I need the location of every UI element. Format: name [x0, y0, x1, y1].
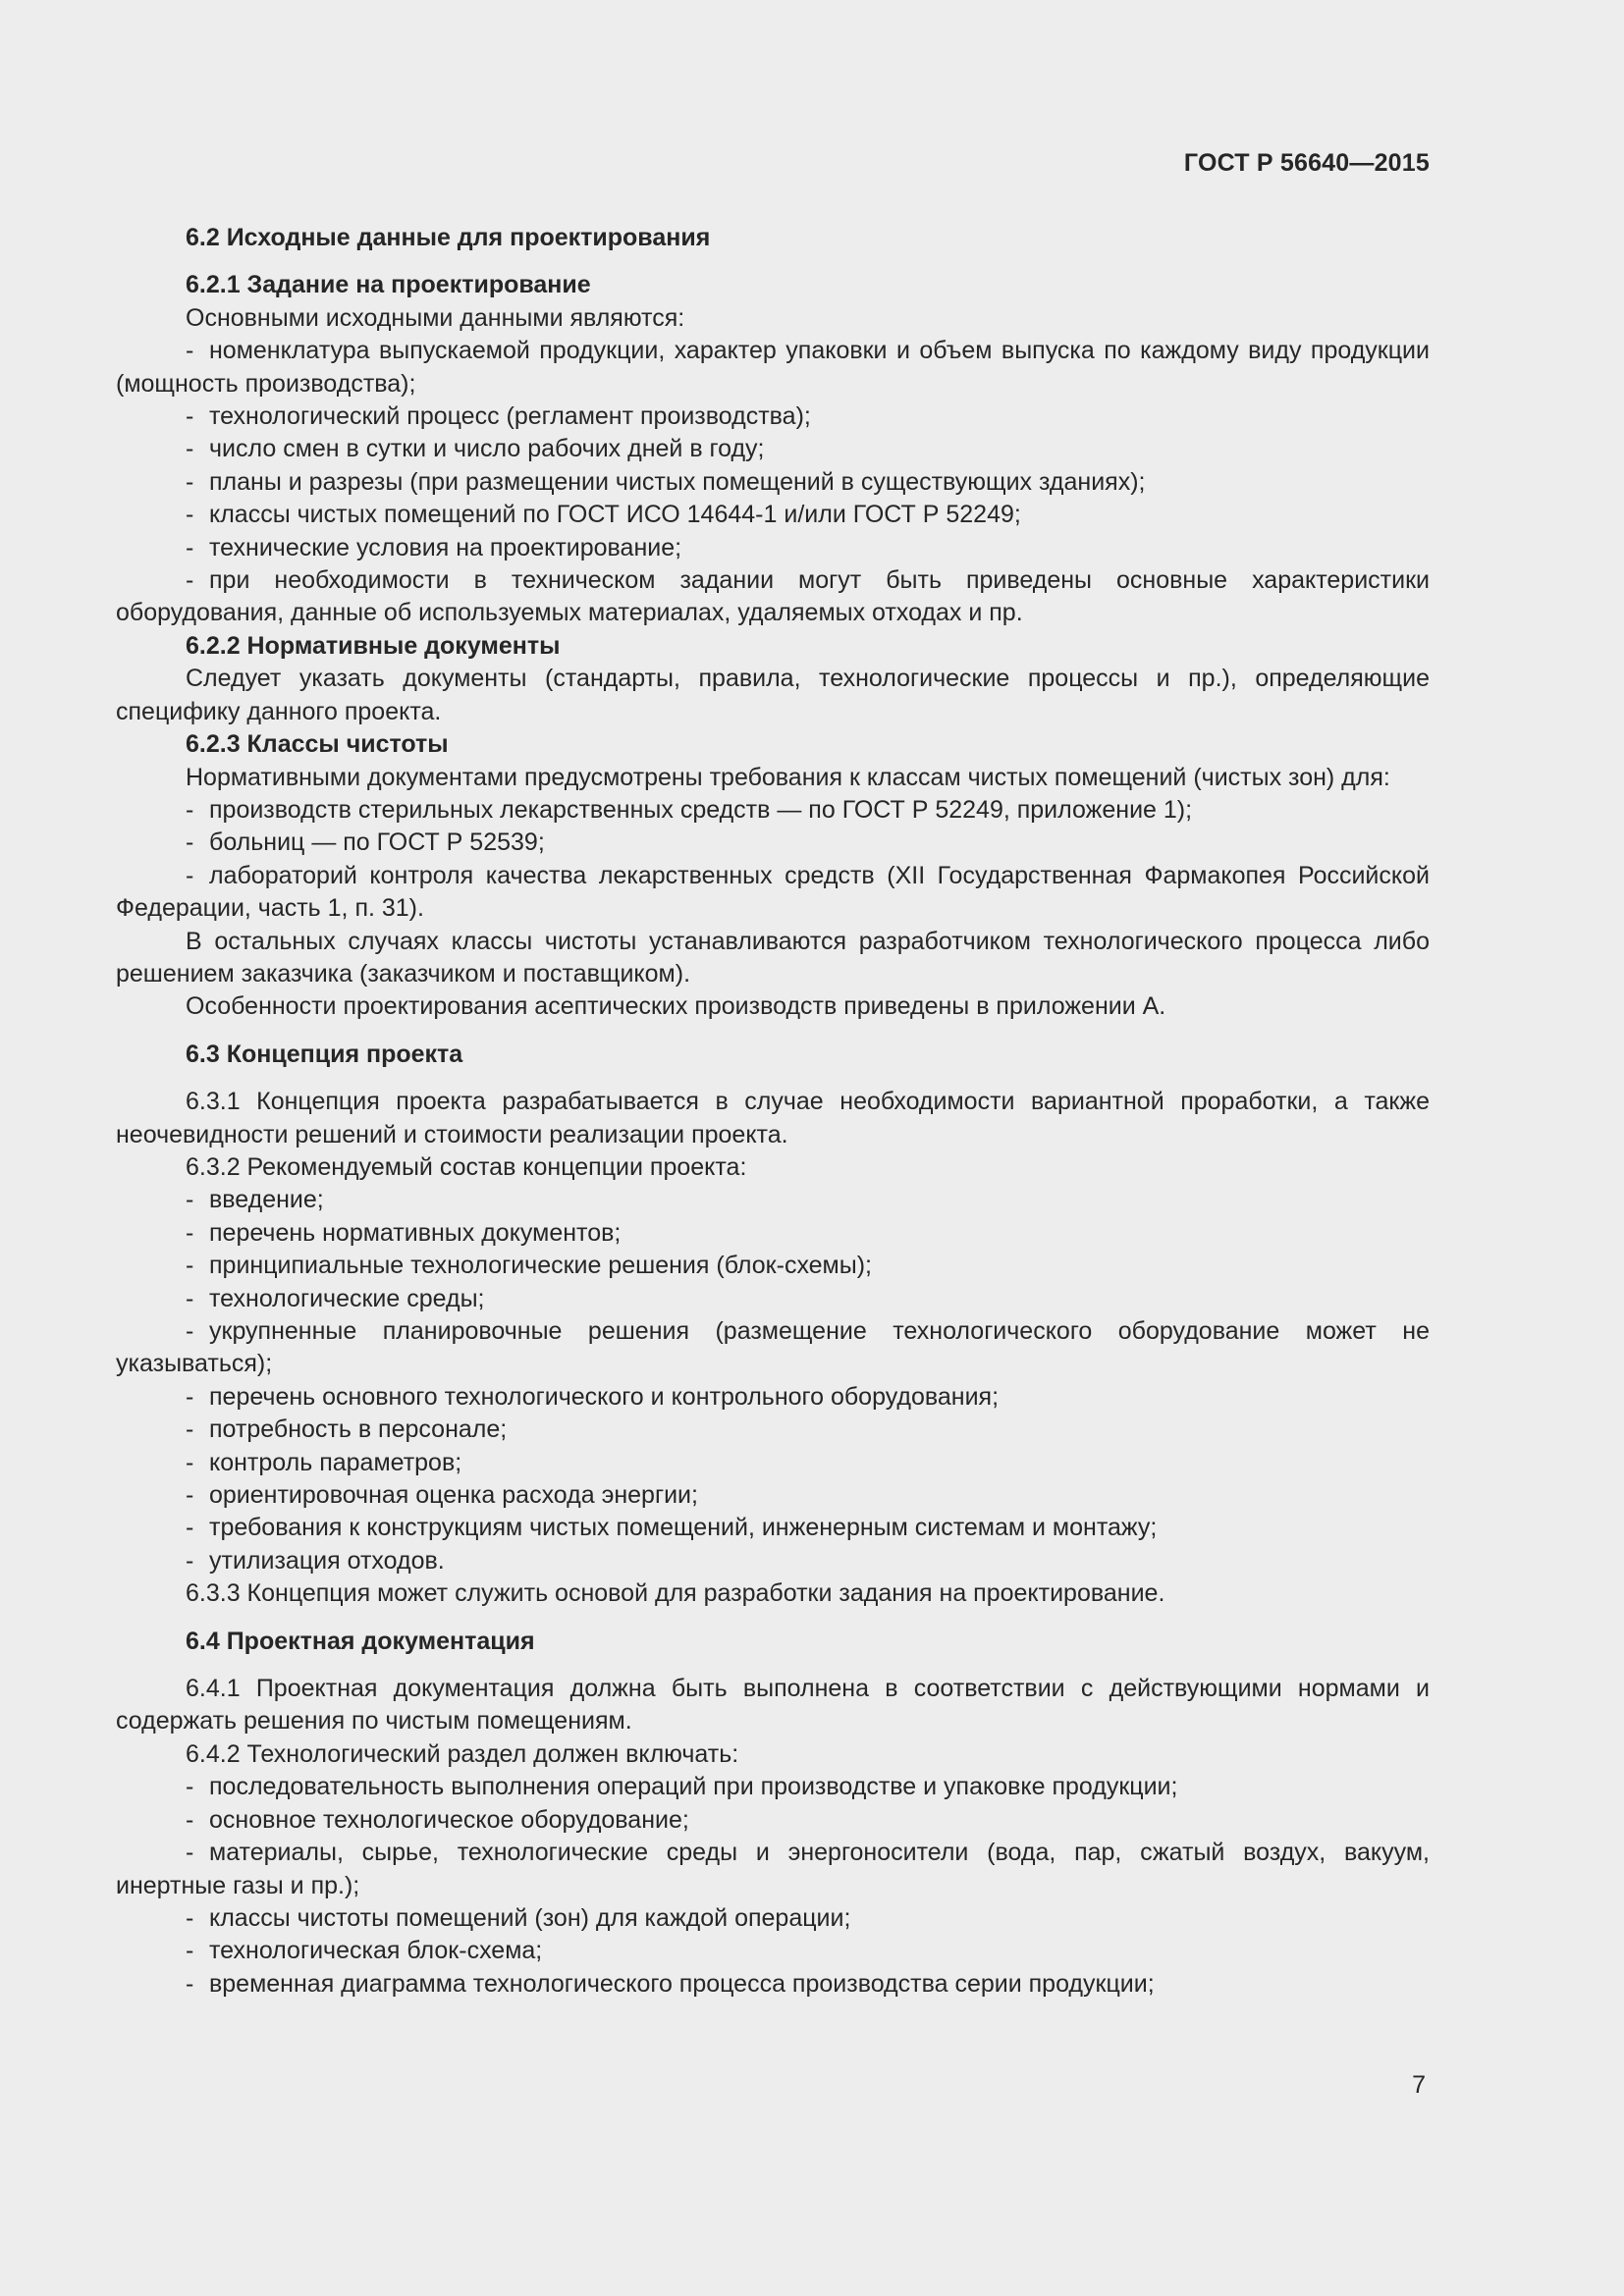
list-item-text: лабораторий контроля качества лекарственных средств (XII Государственная Фармакопея Российской Федерации, часть 1, п. 31).: [116, 861, 1430, 923]
list-item: [116, 1804, 1430, 1837]
list-item-text: номенклатура выпускаемой продукции, характер упаковки и объем выпуска по каждому виду продукции (мощность производства);: [116, 337, 1430, 398]
section-6-3-heading: 6.3 Концепция проекта: [186, 1040, 463, 1068]
list-item: [116, 1250, 1430, 1282]
list-item-text: требования к конструкциям чистых помещений, инженерным системам и монтажу;: [209, 1514, 1158, 1542]
bullet-dash: -: [186, 467, 194, 496]
list-item: [116, 827, 1430, 859]
list-item: [116, 1968, 1430, 2001]
list-item: [116, 860, 1430, 926]
list-item: [116, 499, 1430, 531]
list-item-text: технологические среды;: [209, 1284, 485, 1312]
bullet-dash: -: [186, 1546, 194, 1575]
document-code-header: ГОСТ Р 56640—2015: [1183, 149, 1430, 177]
bullet-dash: -: [186, 1969, 194, 1998]
list-item: [116, 1512, 1430, 1544]
list-item-text: перечень нормативных документов;: [209, 1218, 622, 1247]
list-item-text: технические условия на проектирование;: [209, 533, 682, 561]
list-item-text: число смен в сутки и число рабочих дней в году;: [209, 435, 765, 463]
bullet-dash: -: [186, 1415, 194, 1444]
list-item-text: последовательность выполнения операций при производстве и упаковке продукции;: [209, 1773, 1178, 1801]
list-item-text: контроль параметров;: [209, 1448, 462, 1476]
bullet-dash: -: [186, 1481, 194, 1510]
list-item: [116, 1184, 1430, 1216]
list-item-text: введение;: [209, 1186, 324, 1214]
list-item-text: принципиальные технологические решения (блок-схемы);: [209, 1252, 872, 1280]
section-6-2-1-intro: Основными исходными данными являются:: [186, 303, 685, 332]
list-item-text: материалы, сырье, технологические среды и энергоносители (вода, пар, сжатый воздух, вакуум, инертные газы и пр.);: [116, 1839, 1430, 1899]
bullet-dash: -: [186, 1218, 194, 1247]
bullet-dash: -: [186, 1773, 194, 1801]
page-number: 7: [1412, 2071, 1426, 2099]
list-item: [116, 1381, 1430, 1414]
list-item: [116, 1545, 1430, 1577]
list-item: [116, 466, 1430, 499]
bullet-dash: -: [186, 1839, 194, 1867]
list-item-text: классы чистых помещений по ГОСТ ИСО 14644-1 и/или ГОСТ Р 52249;: [209, 501, 1021, 529]
bullet-dash: -: [186, 1514, 194, 1542]
bullet-dash: -: [186, 435, 194, 463]
bullet-dash: -: [186, 566, 194, 595]
list-item-text: перечень основного технологического и контрольного оборудования;: [209, 1382, 1000, 1411]
list-item: [116, 1414, 1430, 1446]
list-item: [116, 433, 1430, 465]
bullet-dash: -: [186, 1937, 194, 1965]
section-6-4-1-text: 6.4.1 Проектная документация должна быть выполнена в соответствии с действующими нормами и содержать решения по чистым помещениям.: [116, 1675, 1430, 1735]
list-item-text: классы чистоты помещений (зон) для каждой операции;: [209, 1903, 851, 1932]
bullet-dash: -: [186, 533, 194, 561]
section-6-3-1-text: 6.3.1 Концепция проекта разрабатывается в случае необходимости вариантной проработки, а также неочевидности решений и стоимости реализации проекта.: [116, 1088, 1430, 1148]
list-item: [116, 1217, 1430, 1250]
list-item-text: потребность в персонале;: [209, 1415, 508, 1444]
section-6-2-1-list: [116, 335, 1430, 630]
bullet-dash: -: [186, 337, 194, 365]
bullet-dash: -: [186, 402, 194, 431]
list-item: [116, 1837, 1430, 1902]
section-6-2-2-heading: 6.2.2 Нормативные документы: [186, 631, 561, 660]
bullet-dash: -: [186, 1186, 194, 1214]
bullet-dash: -: [186, 861, 194, 889]
section-6-4-2-list: [116, 1771, 1430, 2001]
list-item: [116, 1315, 1430, 1381]
bullet-dash: -: [186, 1317, 194, 1345]
section-6-2-3-intro: Нормативными документами предусмотрены требования к классам чистых помещений (чистых зон) для:: [186, 763, 1390, 791]
list-item-text: больниц — по ГОСТ Р 52539;: [209, 828, 545, 857]
list-item-text: утилизация отходов.: [209, 1546, 445, 1575]
bullet-dash: -: [186, 1252, 194, 1280]
list-item: [116, 1479, 1430, 1512]
list-item-text: технологический процесс (регламент производства);: [209, 402, 811, 431]
section-6-2-3-heading: 6.2.3 Классы чистоты: [186, 730, 449, 759]
list-item-text: основное технологическое оборудование;: [209, 1805, 689, 1834]
section-6-2-heading: 6.2 Исходные данные для проектирования: [186, 224, 711, 251]
section-6-3-2-list: [116, 1184, 1430, 1577]
bullet-dash: -: [186, 1448, 194, 1476]
section-6-2-3-paragraph-2: Особенности проектирования асептических производств приведены в приложении А.: [186, 992, 1166, 1021]
list-item: [116, 1902, 1430, 1935]
bullet-dash: -: [186, 795, 194, 824]
section-6-3-2-intro: 6.3.2 Рекомендуемый состав концепции проекта:: [186, 1152, 747, 1181]
list-item-text: технологическая блок-схема;: [209, 1937, 543, 1965]
section-6-3-3-text: 6.3.3 Концепция может служить основой для разработки задания на проектирование.: [186, 1579, 1165, 1608]
section-6-2-3-list: [116, 794, 1430, 926]
list-item: [116, 1283, 1430, 1315]
bullet-dash: -: [186, 1284, 194, 1312]
list-item: [116, 1447, 1430, 1479]
section-6-2-1-heading: 6.2.1 Задание на проектирование: [186, 271, 591, 299]
list-item-text: укрупненные планировочные решения (размещение технологического оборудование может не указываться);: [116, 1317, 1430, 1378]
list-item: [116, 1935, 1430, 1967]
document-body: [116, 222, 1430, 2001]
bullet-dash: -: [186, 501, 194, 529]
list-item: [116, 794, 1430, 827]
bullet-dash: -: [186, 1382, 194, 1411]
list-item: [116, 564, 1430, 630]
list-item: [116, 1771, 1430, 1803]
list-item: [116, 400, 1430, 433]
list-item-text: временная диаграмма технологического процесса производства серии продукции;: [209, 1969, 1155, 1998]
bullet-dash: -: [186, 1805, 194, 1834]
section-6-4-heading: 6.4 Проектная документация: [186, 1627, 535, 1655]
list-item-text: при необходимости в техническом задании могут быть приведены основные характеристики оборудования, данные об используемых материалах, удаляемых отходах и пр.: [116, 566, 1430, 627]
bullet-dash: -: [186, 1903, 194, 1932]
list-item-text: планы и разрезы (при размещении чистых помещений в существующих зданиях);: [209, 467, 1146, 496]
section-6-4-2-intro: 6.4.2 Технологический раздел должен включать:: [186, 1739, 739, 1768]
section-6-2-3-paragraph-1: В остальных случаях классы чистоты устанавливаются разработчиком технологического процесса либо решением заказчика (заказчиком и поставщиком).: [116, 927, 1430, 988]
bullet-dash: -: [186, 828, 194, 857]
list-item: [116, 335, 1430, 400]
list-item-text: производств стерильных лекарственных средств — по ГОСТ Р 52249, приложение 1);: [209, 795, 1193, 824]
list-item: [116, 532, 1430, 564]
list-item-text: ориентировочная оценка расхода энергии;: [209, 1481, 698, 1510]
section-6-2-2-text: Следует указать документы (стандарты, правила, технологические процессы и пр.), определяющие специфику данного проекта.: [116, 665, 1430, 725]
